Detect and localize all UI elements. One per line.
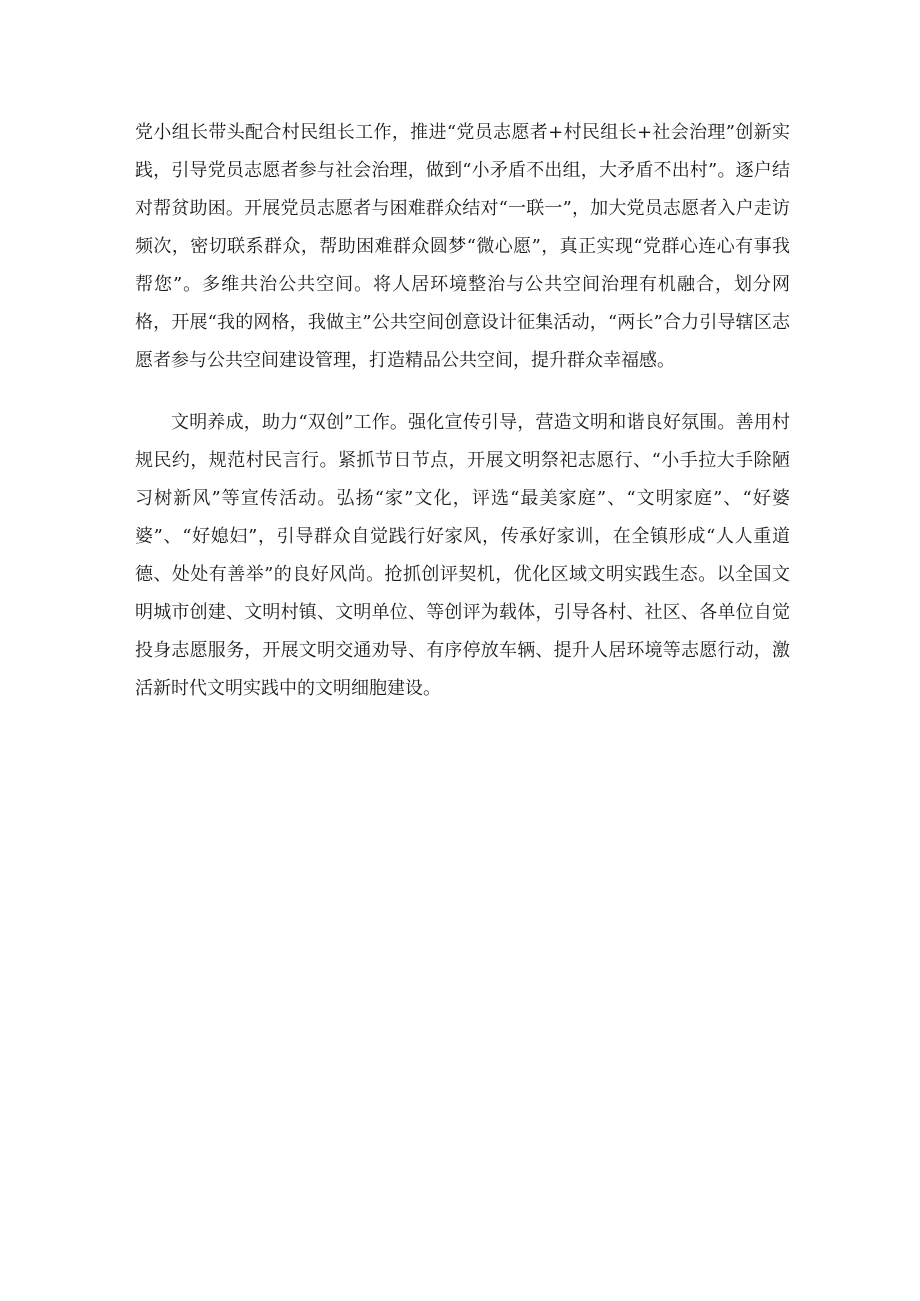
paragraph-party-volunteers: 党小组长带头配合村民组长工作，推进“党员志愿者+村民组长+社会治理”创新实践，引导党员志愿者参与社会治理，做到“小矛盾不出组，大矛盾不出村”。逐户结对帮贫助困。开展党员志愿者与困难群众结对“一联一”，加大党员志愿者入户走访频次，密切联系群众，帮助困难群众圆梦“微心愿”，真正实现“党群心连心有事我帮您”。多维共治公共空间。将人居环境整治与公共空间治理有机融合，划分网格，开展“我的网格，我做主”公共空间创意设计征集活动，“两长”合力引导辖区志愿者参与公共空间建设管理，打造精品公共空间，提升群众幸福感。: [135, 122, 790, 371]
document-body: [135, 114, 790, 708]
paragraph-civilization-cultivation: 文明养成，助力“双创”工作。强化宣传引导，营造文明和谐良好氛围。善用村规民约，规范村民言行。紧抓节日节点，开展文明祭祀志愿行、“小手拉大手除陋习树新风”等宣传活动。弘扬“家”文化，评选“最美家庭”、“文明家庭”、“好婆婆”、“好媳妇”，引导群众自觉践行好家风，传承好家训，在全镇形成“人人重道德、处处有善举”的良好风尚。抢抓创评契机，优化区域文明实践生态。以全国文明城市创建、文明村镇、文明单位、等创评为载体，引导各村、社区、各单位自觉投身志愿服务，开展文明交通劝导、有序停放车辆、提升人居环境等志愿行动，激活新时代文明实践中的文明细胞建设。: [135, 412, 790, 699]
